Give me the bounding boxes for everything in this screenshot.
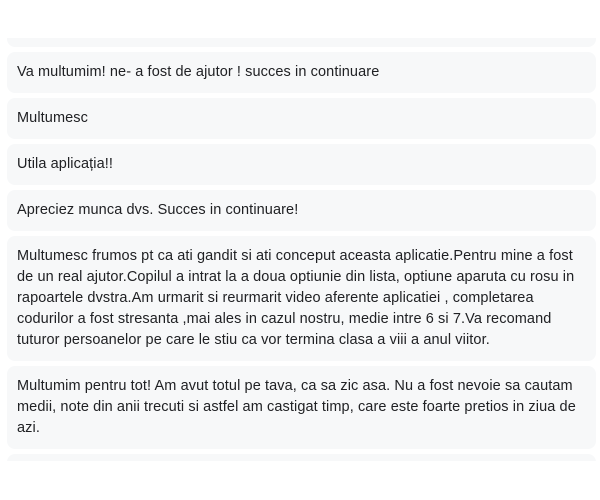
review-card (7, 52, 596, 93)
reviews-scroll-area[interactable] (0, 38, 600, 461)
review-card (7, 98, 596, 139)
review-text: Multumim pentru tot! Am avut totul pe tava, ca sa zic asa. Nu a fost nevoie sa cautam medii, note din anii trecuti si astfel am castigat timp, care este foarte pretios in ziua de azi. (17, 378, 580, 436)
review-card-partial-bottom (7, 454, 596, 461)
review-card (7, 236, 596, 361)
review-card-partial-top (7, 38, 596, 47)
review-card (7, 366, 596, 449)
review-text: Utila aplicația!! (17, 156, 113, 172)
review-text: Multumesc (17, 110, 88, 126)
review-card (7, 190, 596, 231)
review-text: Multumesc frumos pt ca ati gandit si ati conceput aceasta aplicatie.Pentru mine a fost de un real ajutor.Copilul a intrat la a doua optiunie din lista, optiune aparuta cu rosu in rapoartele dvstra.Am urmarit si reurmarit video aferente aplicatiei , completarea codurilor a fost stresanta ,mai ales in cazul nostru, medie intre 6 si 7.Va recomand tuturor persoanelor pe care le stiu ca vor termina clasa a viii a anul viitor. (17, 248, 579, 348)
review-card (7, 144, 596, 185)
review-text: Apreciez munca dvs. Succes in continuare! (17, 202, 299, 218)
review-text: Va multumim! ne- a fost de ajutor ! succes in continuare (17, 64, 380, 80)
